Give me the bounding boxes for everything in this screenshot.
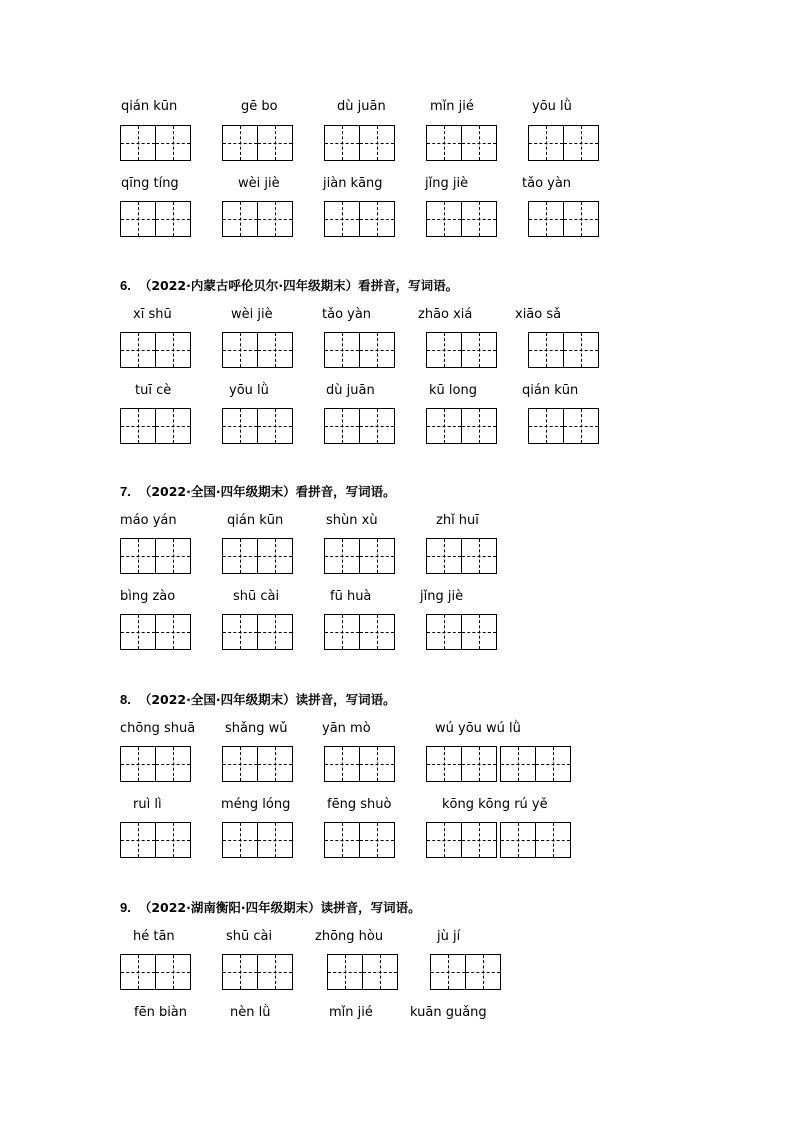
grid-cell[interactable] xyxy=(258,538,293,574)
pinyin-label: jiàn kāng xyxy=(323,176,383,191)
writing-grid[interactable] xyxy=(222,746,293,782)
grid-cell[interactable] xyxy=(156,822,191,858)
pinyin-label: bìng zào xyxy=(120,589,176,604)
grid-cell[interactable] xyxy=(528,125,564,161)
grid-cell[interactable] xyxy=(564,201,599,237)
writing-grid[interactable] xyxy=(324,746,395,782)
grid-cell[interactable] xyxy=(360,332,395,368)
question-number: 9. xyxy=(120,900,131,915)
grid-cell[interactable] xyxy=(426,201,462,237)
grid-cell[interactable] xyxy=(360,746,395,782)
pinyin-label: nèn lǜ xyxy=(230,1005,271,1020)
pinyin-label: wèi jiè xyxy=(231,307,273,322)
grid-cell[interactable] xyxy=(426,332,462,368)
pinyin-label: dù juān xyxy=(326,383,375,398)
grid-cell[interactable] xyxy=(324,614,360,650)
grid-cell[interactable] xyxy=(222,408,258,444)
grid-cell[interactable] xyxy=(120,538,156,574)
pinyin-label: tǎo yàn xyxy=(322,307,372,322)
grid-cell[interactable] xyxy=(120,822,156,858)
writing-grid[interactable] xyxy=(324,201,395,237)
grid-cell[interactable] xyxy=(564,408,599,444)
writing-grid[interactable] xyxy=(222,332,293,368)
pinyin-label: yōu lǜ xyxy=(532,99,572,114)
grid-cell[interactable] xyxy=(156,746,191,782)
writing-grid[interactable] xyxy=(426,201,497,237)
writing-grid[interactable] xyxy=(430,954,501,990)
writing-grid[interactable] xyxy=(426,614,497,650)
question-number: 6. xyxy=(120,278,131,293)
grid-cell[interactable] xyxy=(324,746,360,782)
writing-grid[interactable] xyxy=(120,614,191,650)
grid-cell[interactable] xyxy=(222,614,258,650)
grid-cell[interactable] xyxy=(156,201,191,237)
grid-cell[interactable] xyxy=(120,408,156,444)
grid-cell[interactable] xyxy=(258,822,293,858)
grid-cell[interactable] xyxy=(462,125,497,161)
pinyin-label: máo yán xyxy=(120,513,177,528)
pinyin-label: qīng tíng xyxy=(121,176,179,191)
pinyin-label: fū huà xyxy=(330,589,372,604)
grid-cell[interactable] xyxy=(360,201,395,237)
pinyin-label: zhǐ huī xyxy=(436,513,479,528)
writing-grid[interactable] xyxy=(324,125,395,161)
grid-cell[interactable] xyxy=(426,746,462,782)
pinyin-label: tuī cè xyxy=(135,383,172,398)
question-text: （2022·湖南衡阳·四年级期末）读拼音，写词语。 xyxy=(138,900,421,915)
writing-grid[interactable] xyxy=(222,954,293,990)
writing-grid[interactable] xyxy=(426,332,497,368)
writing-grid[interactable] xyxy=(120,954,191,990)
grid-cell[interactable] xyxy=(120,332,156,368)
grid-cell[interactable] xyxy=(324,332,360,368)
writing-grid[interactable] xyxy=(528,125,599,161)
grid-cell[interactable] xyxy=(426,822,462,858)
grid-cell[interactable] xyxy=(462,746,497,782)
grid-cell[interactable] xyxy=(462,538,497,574)
pinyin-label: xī shū xyxy=(133,307,172,322)
grid-cell[interactable] xyxy=(222,822,258,858)
grid-cell[interactable] xyxy=(324,408,360,444)
writing-grid[interactable] xyxy=(426,746,497,782)
writing-grid[interactable] xyxy=(324,614,395,650)
grid-cell[interactable] xyxy=(120,125,156,161)
grid-cell[interactable] xyxy=(462,201,497,237)
question-number: 7. xyxy=(120,484,131,499)
grid-cell[interactable] xyxy=(156,408,191,444)
question-8-heading xyxy=(120,692,396,708)
grid-cell[interactable] xyxy=(258,201,293,237)
pinyin-label: wèi jiè xyxy=(238,176,280,191)
grid-cell[interactable] xyxy=(258,614,293,650)
pinyin-label: chōng shuā xyxy=(120,721,196,736)
writing-grid[interactable] xyxy=(120,332,191,368)
grid-cell[interactable] xyxy=(360,822,395,858)
question-9-heading xyxy=(120,900,421,916)
grid-cell[interactable] xyxy=(500,746,536,782)
grid-cell[interactable] xyxy=(258,746,293,782)
writing-grid[interactable] xyxy=(120,538,191,574)
grid-cell[interactable] xyxy=(426,538,462,574)
pinyin-label: kōng kōng rú yě xyxy=(442,797,548,812)
writing-grid[interactable] xyxy=(222,201,293,237)
grid-cell[interactable] xyxy=(120,614,156,650)
pinyin-label: fēn biàn xyxy=(134,1005,188,1020)
pinyin-label: jǐng jiè xyxy=(425,176,469,191)
grid-cell[interactable] xyxy=(324,538,360,574)
grid-cell[interactable] xyxy=(500,822,536,858)
writing-grid[interactable] xyxy=(120,125,191,161)
writing-grid[interactable] xyxy=(222,125,293,161)
pinyin-label: xiāo sǎ xyxy=(515,307,562,322)
writing-grid[interactable] xyxy=(222,614,293,650)
grid-cell[interactable] xyxy=(156,614,191,650)
writing-grid[interactable] xyxy=(222,408,293,444)
pinyin-label: mǐn jié xyxy=(430,99,474,114)
writing-grid[interactable] xyxy=(222,822,293,858)
grid-cell[interactable] xyxy=(564,125,599,161)
grid-cell[interactable] xyxy=(222,746,258,782)
writing-grid[interactable] xyxy=(528,201,599,237)
question-text: （2022·全国·四年级期末）看拼音，写词语。 xyxy=(138,484,396,499)
question-6-heading xyxy=(120,278,458,294)
grid-cell[interactable] xyxy=(258,408,293,444)
grid-cell[interactable] xyxy=(222,538,258,574)
grid-cell[interactable] xyxy=(466,954,501,990)
grid-cell[interactable] xyxy=(222,201,258,237)
grid-cell[interactable] xyxy=(564,332,599,368)
pinyin-label: dù juān xyxy=(337,99,386,114)
grid-cell[interactable] xyxy=(324,822,360,858)
writing-grid[interactable] xyxy=(426,822,497,858)
grid-cell[interactable] xyxy=(430,954,466,990)
question-number: 8. xyxy=(120,692,131,707)
grid-cell[interactable] xyxy=(536,746,571,782)
grid-cell[interactable] xyxy=(258,332,293,368)
grid-cell[interactable] xyxy=(536,822,571,858)
pinyin-label: méng lóng xyxy=(221,797,291,812)
grid-cell[interactable] xyxy=(426,125,462,161)
grid-cell[interactable] xyxy=(363,954,398,990)
grid-cell[interactable] xyxy=(222,954,258,990)
grid-cell[interactable] xyxy=(156,332,191,368)
pinyin-label: shǎng wǔ xyxy=(225,721,288,736)
writing-grid[interactable] xyxy=(222,538,293,574)
grid-cell[interactable] xyxy=(462,408,497,444)
grid-cell[interactable] xyxy=(528,201,564,237)
pinyin-label: jù jí xyxy=(437,929,461,944)
pinyin-label: wú yōu wú lǜ xyxy=(435,721,521,736)
question-7-heading xyxy=(120,484,396,500)
writing-grid[interactable] xyxy=(120,408,191,444)
grid-cell[interactable] xyxy=(528,408,564,444)
grid-cell[interactable] xyxy=(327,954,363,990)
pinyin-label: shū cài xyxy=(233,589,280,604)
grid-cell[interactable] xyxy=(324,201,360,237)
pinyin-label: shùn xù xyxy=(326,513,378,528)
pinyin-label: tǎo yàn xyxy=(522,176,572,191)
writing-grid[interactable] xyxy=(120,746,191,782)
grid-cell[interactable] xyxy=(360,408,395,444)
pinyin-label: kū long xyxy=(429,383,477,398)
grid-cell[interactable] xyxy=(222,332,258,368)
grid-cell[interactable] xyxy=(222,125,258,161)
pinyin-label: mǐn jié xyxy=(329,1005,373,1020)
grid-cell[interactable] xyxy=(462,332,497,368)
grid-cell[interactable] xyxy=(360,614,395,650)
question-text: （2022·全国·四年级期末）读拼音，写词语。 xyxy=(138,692,396,707)
pinyin-label: hé tān xyxy=(133,929,175,944)
writing-grid[interactable] xyxy=(327,954,398,990)
pinyin-label: zhāo xiá xyxy=(418,307,473,322)
grid-cell[interactable] xyxy=(258,125,293,161)
grid-cell[interactable] xyxy=(156,125,191,161)
grid-cell[interactable] xyxy=(360,538,395,574)
grid-cell[interactable] xyxy=(426,408,462,444)
writing-grid[interactable] xyxy=(324,538,395,574)
question-text: （2022·内蒙古呼伦贝尔·四年级期末）看拼音，写词语。 xyxy=(138,278,459,293)
grid-cell[interactable] xyxy=(120,954,156,990)
pinyin-label: jǐng jiè xyxy=(420,589,464,604)
writing-grid[interactable] xyxy=(324,822,395,858)
pinyin-label: kuān guǎng xyxy=(410,1005,487,1020)
pinyin-label: ruì lì xyxy=(133,797,162,812)
grid-cell[interactable] xyxy=(120,746,156,782)
grid-cell[interactable] xyxy=(258,954,293,990)
grid-cell[interactable] xyxy=(528,332,564,368)
pinyin-label: qián kūn xyxy=(522,383,579,398)
pinyin-label: qián kūn xyxy=(121,99,178,114)
writing-grid[interactable] xyxy=(120,201,191,237)
pinyin-label: qián kūn xyxy=(227,513,284,528)
pinyin-label: yān mò xyxy=(322,721,371,736)
grid-cell[interactable] xyxy=(156,954,191,990)
writing-grid[interactable] xyxy=(120,822,191,858)
writing-grid[interactable] xyxy=(426,408,497,444)
writing-grid[interactable] xyxy=(324,332,395,368)
pinyin-label: yōu lǜ xyxy=(229,383,269,398)
writing-grid[interactable] xyxy=(426,538,497,574)
writing-grid[interactable] xyxy=(500,746,571,782)
grid-cell[interactable] xyxy=(462,822,497,858)
grid-cell[interactable] xyxy=(426,614,462,650)
grid-cell[interactable] xyxy=(360,125,395,161)
writing-grid[interactable] xyxy=(500,822,571,858)
grid-cell[interactable] xyxy=(324,125,360,161)
writing-grid[interactable] xyxy=(528,332,599,368)
grid-cell[interactable] xyxy=(120,201,156,237)
writing-grid[interactable] xyxy=(426,125,497,161)
pinyin-label: zhōng hòu xyxy=(315,929,384,944)
pinyin-label: gē bo xyxy=(241,99,278,114)
grid-cell[interactable] xyxy=(462,614,497,650)
pinyin-label: fēng shuò xyxy=(327,797,392,812)
grid-cell[interactable] xyxy=(156,538,191,574)
pinyin-label: shū cài xyxy=(226,929,273,944)
writing-grid[interactable] xyxy=(528,408,599,444)
writing-grid[interactable] xyxy=(324,408,395,444)
